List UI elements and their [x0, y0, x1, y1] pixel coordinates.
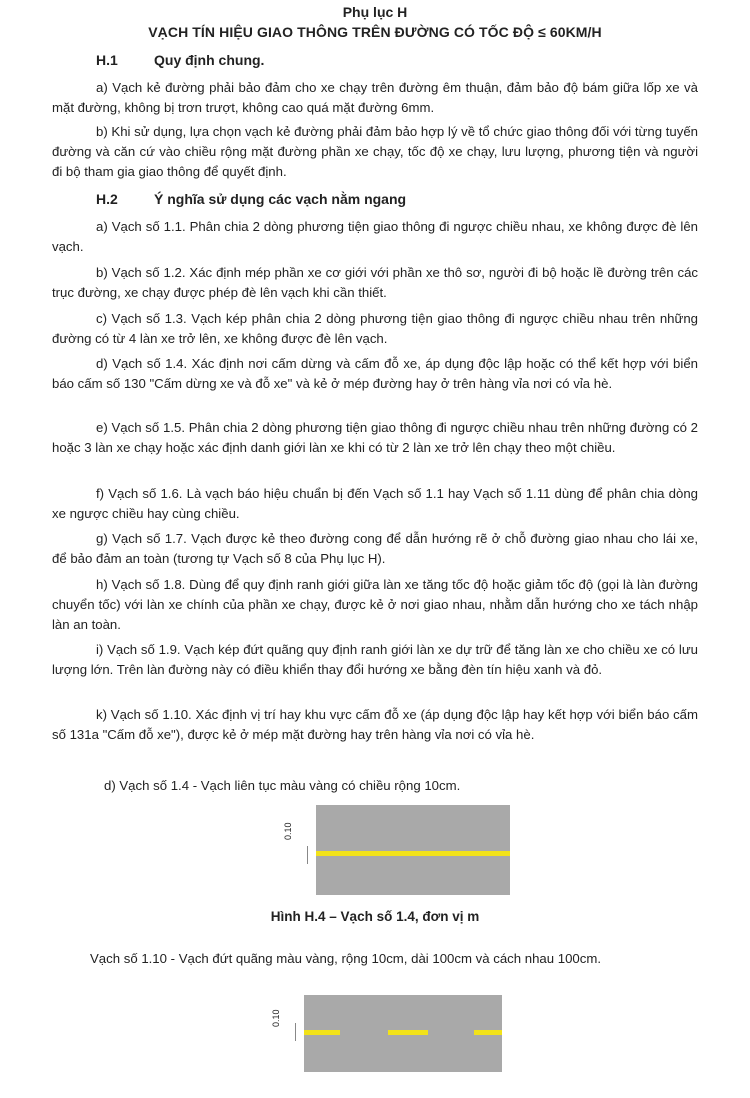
- paragraph: e) Vạch số 1.5. Phân chia 2 dòng phương tiện giao thông đi ngược chiều nhau trên những đường có 2 hoặc 3 làn xe chạy hoặc xác định danh giới làn xe khi có từ 2 làn xe trở lên chạy theo một chiều.: [52, 420, 698, 455]
- appendix-label: Phụ lục H: [342, 4, 408, 20]
- section-title: Quy định chung.: [154, 52, 265, 68]
- section-number: H.1: [96, 52, 118, 68]
- paragraph: a) Vạch kẻ đường phải bảo đảm cho xe chạy trên đường êm thuận, đảm bảo độ bám giữa lốp xe và mặt đường, không bị trơn trượt, không cao quá mặt đường 6mm.: [52, 80, 698, 115]
- figure-intro: Vạch số 1.10 - Vạch đứt quãng màu vàng, rộng 10cm, dài 100cm và cách nhau 100cm.: [90, 951, 601, 966]
- paragraph: f) Vạch số 1.6. Là vạch báo hiệu chuẩn bị đến Vạch số 1.1 hay Vạch số 1.11 dùng để phân chia dòng xe ngược chiều hay cùng chiều.: [52, 486, 698, 521]
- document-title: VẠCH TÍN HIỆU GIAO THÔNG TRÊN ĐƯỜNG CÓ TỐC ĐỘ ≤ 60KM/H: [148, 24, 602, 40]
- paragraph: c) Vạch số 1.3. Vạch kép phân chia 2 dòng phương tiện giao thông đi ngược chiều nhau trên những đường có từ 4 làn xe trở lên, xe không được đè lên vạch.: [52, 311, 698, 346]
- dashed-yellow-segment: [304, 1030, 340, 1035]
- dimension-label: 0.10: [283, 822, 293, 840]
- paragraph: i) Vạch số 1.9. Vạch kép đứt quãng quy định ranh giới làn xe dự trữ để tăng làn xe cho chiều xe có lưu lượng lớn. Trên làn đường này có điều khiển thay đổi hướng xe bằng đèn tín hiệu xanh và đỏ.: [52, 642, 698, 677]
- dimension-label: 0.10: [271, 1009, 281, 1027]
- section-title: Ý nghĩa sử dụng các vạch nằm ngang: [154, 191, 407, 207]
- dashed-yellow-segment: [388, 1030, 428, 1035]
- road-figure-2: [304, 995, 502, 1072]
- paragraph: b) Vạch số 1.2. Xác định mép phần xe cơ giới với phần xe thô sơ, người đi bộ hoặc lề đường trên các trục đường, xe chạy được phép đè lên vạch khi cần thiết.: [52, 265, 698, 300]
- paragraph: a) Vạch số 1.1. Phân chia 2 dòng phương tiện giao thông đi ngược chiều nhau, xe không được đè lên vạch.: [52, 219, 698, 254]
- dimension-tick: [307, 846, 308, 864]
- road-figure-1: [316, 805, 510, 895]
- dimension-tick: [295, 1023, 296, 1041]
- dashed-yellow-segment: [474, 1030, 502, 1035]
- paragraph: h) Vạch số 1.8. Dùng để quy định ranh giới giữa làn xe tăng tốc độ hoặc giảm tốc độ (gọi là làn đường chuyển tốc) với làn xe chính của phần xe chạy, được kẻ ở nơi giao nhau, nhằm dẫn hướng cho xe tách nhập làn an toàn.: [52, 577, 698, 632]
- section-number: H.2: [96, 191, 118, 207]
- figure-caption: Hình H.4 – Vạch số 1.4, đơn vị m: [270, 909, 480, 924]
- figure-intro: d) Vạch số 1.4 - Vạch liên tục màu vàng có chiều rộng 10cm.: [104, 778, 461, 793]
- paragraph: b) Khi sử dụng, lựa chọn vạch kẻ đường phải đảm bảo hợp lý về tổ chức giao thông đối với từng tuyến đường và căn cứ vào chiều rộng mặt đường phần xe chạy, tốc độ xe chạy, lưu lượng, phương tiện và người đi bộ tham gia giao thông để quyết định.: [52, 124, 698, 179]
- paragraph: d) Vạch số 1.4. Xác định nơi cấm dừng và cấm đỗ xe, áp dụng độc lập hoặc có thể kết hợp với biển báo cấm số 130 "Cấm dừng xe và đỗ xe" và kẻ ở mép đường hay ở trên hàng vỉa nơi có vỉa hè.: [52, 356, 698, 391]
- paragraph: k) Vạch số 1.10. Xác định vị trí hay khu vực cấm đỗ xe (áp dụng độc lập hay kết hợp với biển báo cấm số 131a "Cấm đỗ xe"), được kẻ ở mép mặt đường hay trên hàng vỉa nơi có vỉa hè.: [52, 707, 698, 742]
- solid-yellow-line: [316, 851, 510, 856]
- paragraph: g) Vạch số 1.7. Vạch được kẻ theo đường cong để dẫn hướng rẽ ở chỗ đường giao nhau cho lái xe, để bảo đảm an toàn (tương tự Vạch số 8 của Phụ lục H).: [52, 531, 698, 566]
